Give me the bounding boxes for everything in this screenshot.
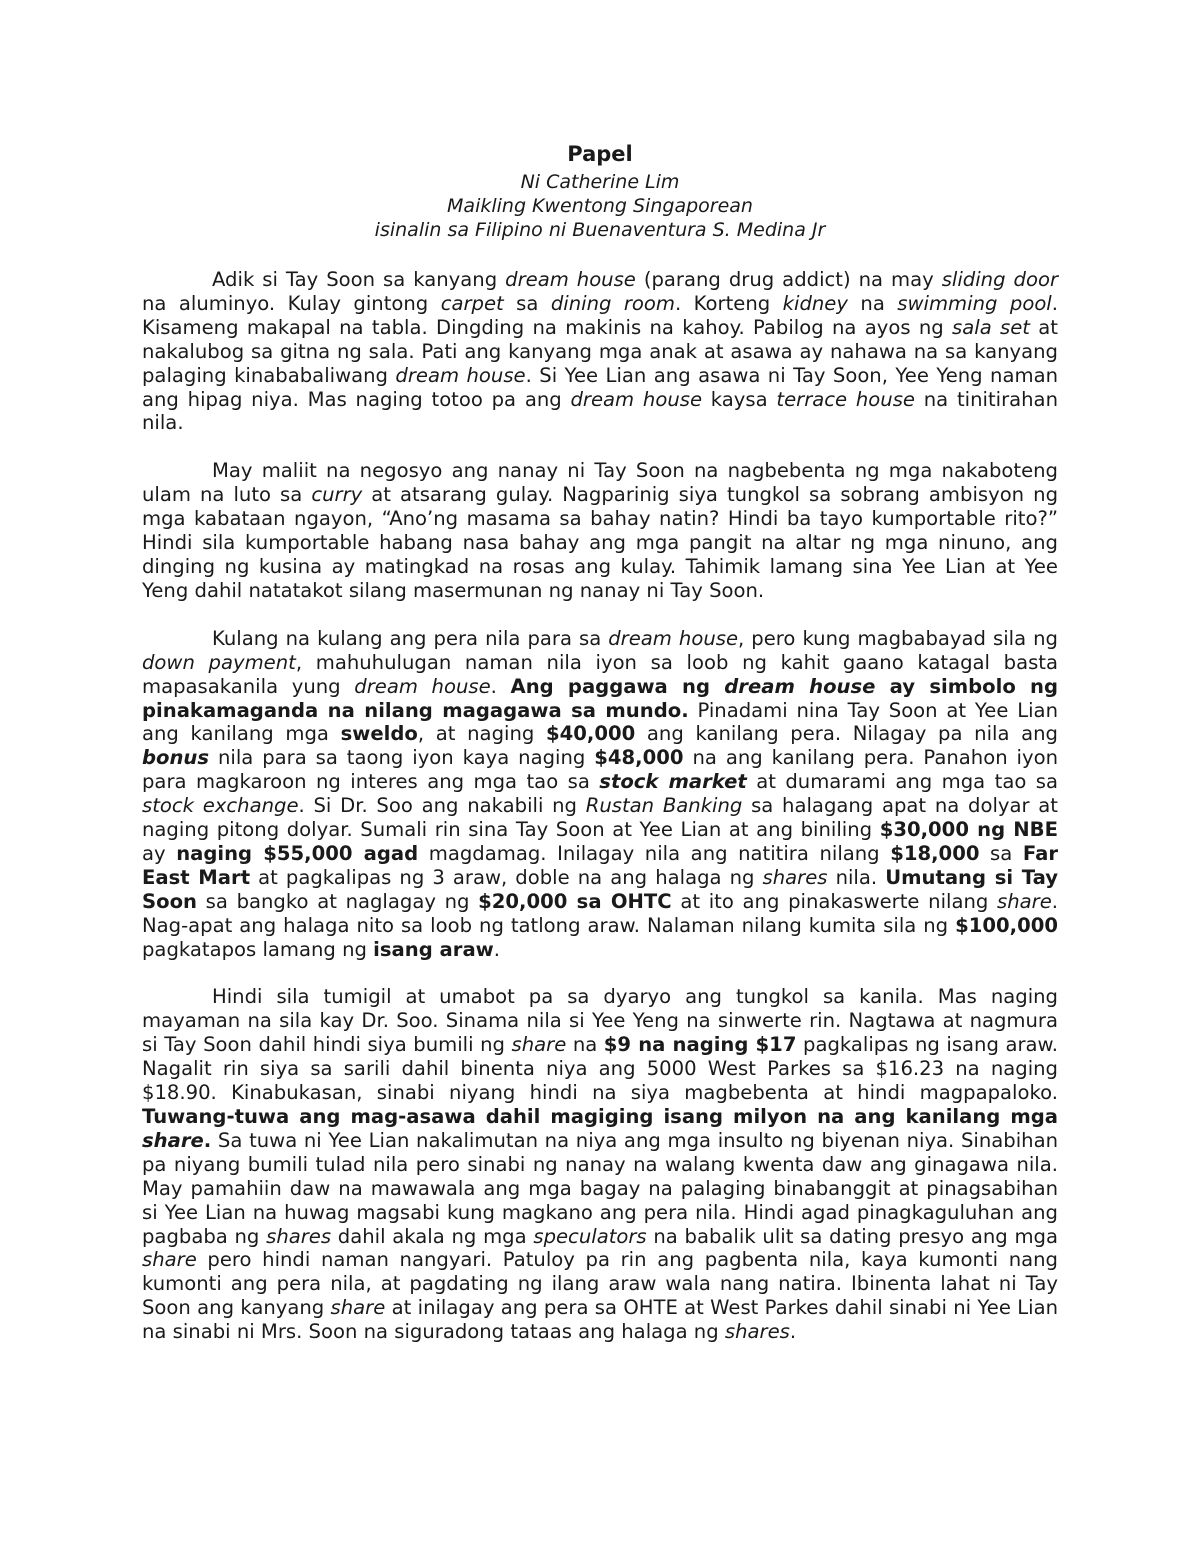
text-run: share bbox=[330, 1296, 386, 1320]
text-run: Far East Mart bbox=[142, 841, 1058, 889]
text-run: shares bbox=[266, 1224, 332, 1248]
text-run: nila para sa taong iyon kaya naging bbox=[209, 746, 595, 770]
text-run: curry bbox=[311, 483, 363, 507]
text-run: at pagkalipas ng 3 araw, doble na ang halaga ng bbox=[250, 865, 763, 889]
text-run: stock exchange bbox=[142, 794, 299, 818]
text-run: dream house bbox=[570, 387, 703, 411]
text-run: , mahuhulugan naman nila iyon sa loob ng kahit gaano katagal basta mapasakanila yung bbox=[142, 650, 1058, 698]
text-run: pagkalipas ng isang araw. Nagalit rin siya sa sarili dahil binenta niya ang 5000 West Parkes sa $16.23 na naging $18.90. Kinabukasan, sinabi niyang hindi na siya magbebenta at hindi magpapaloko. bbox=[142, 1033, 1058, 1105]
text-run: ang kanilang pera. Nilagay pa nila ang bbox=[635, 722, 1058, 746]
text-run: stock market bbox=[599, 770, 747, 794]
text-run: nila. bbox=[827, 865, 886, 889]
text-run: share bbox=[142, 1248, 197, 1272]
text-run: Tuwang-tuwa ang mag-asawa dahil magiging isang milyon na ang kanilang mga bbox=[142, 1105, 1058, 1128]
text-run: naging $55,000 agad bbox=[176, 841, 419, 865]
text-run: at ito ang pinakaswerte nilang bbox=[671, 889, 998, 913]
translator-line: isinalin sa Filipino ni Buenaventura S. Medina Jr bbox=[374, 219, 826, 241]
text-run: sa halagang apat na dolyar at naging pitong dolyar. Sumali rin sina Tay Soon at Yee Lian at ang biniling bbox=[142, 794, 1058, 842]
text-run: sala set bbox=[952, 315, 1030, 339]
text-run: $20,000 sa OHTC bbox=[478, 889, 672, 913]
text-run: dream house bbox=[724, 674, 876, 698]
story-body bbox=[142, 268, 1058, 1344]
paragraph-2 bbox=[142, 459, 1058, 602]
text-run: na babalik ulit sa dating presyo ang mga bbox=[646, 1224, 1059, 1248]
text-run: pagkatapos lamang ng bbox=[142, 937, 374, 961]
text-run: Rustan Banking bbox=[585, 794, 743, 818]
text-run: share bbox=[997, 889, 1052, 913]
text-run: Ang paggawa ng bbox=[510, 674, 725, 698]
text-run: at atsarang gulay. Nagparinig siya tungkol sa sobrang ambisyon ng mga kabataan ngayon, “Ano’ng masama sa bahay natin? Hindi ba tayo kumportable rito?” Hindi sila kumportable habang nasa bahay ang mga pangit na altar ng mga ninuno, ang dinging ng kusina ay matingkad na rosas ang kulay. Tahimik lamang sina Yee Lian at Yee Yeng dahil natatakot silang masermunan ng nanay ni Tay Soon. bbox=[142, 483, 1058, 602]
paragraph-1 bbox=[142, 268, 1058, 435]
text-run: Umutang si Tay Soon bbox=[142, 865, 1058, 913]
text-run: dream house bbox=[354, 674, 491, 698]
text-run: shares bbox=[762, 865, 828, 889]
text-run: carpet bbox=[440, 291, 504, 315]
text-run: . Kisameng makapal na tabla. Dingding na makinis na kahoy. Pabilog na ayos ng bbox=[142, 291, 1058, 339]
text-run: at inilagay ang pera sa OHTE at West Parkes dahil sinabi ni Yee Lian na sinabi ni Mrs. Soon na siguradong tataas ang halaga ng bbox=[142, 1296, 1059, 1344]
paragraph-4 bbox=[142, 985, 1058, 1344]
text-run: pero hindi naman nangyari. Patuloy pa rin ang pagbenta nila, kaya kumonti nang kumonti ang pera nila, at pagdating ng ilang araw wala nang natira. Ibinenta lahat ni Tay Soon ang kanyang bbox=[142, 1248, 1058, 1320]
text-run: dream house bbox=[395, 363, 526, 387]
document-header bbox=[142, 138, 1058, 242]
text-run: isang araw bbox=[373, 937, 494, 961]
text-run: $100,000 bbox=[955, 913, 1058, 937]
text-run: na bbox=[566, 1033, 604, 1057]
text-run: $18,000 bbox=[890, 841, 980, 865]
text-run: Hindi sila tumigil at umabot pa sa dyaryo ang tungkol sa kanila. Mas naging mayaman na sila kay Dr. Soo. Sinama nila si Yee Yeng na sinwerte rin. Nagtawa at nagmura si Tay Soon dahil hindi siya bumili ng bbox=[142, 985, 1058, 1057]
text-run: Sa tuwa ni Yee Lian nakalimutan na niya ang mga insulto ng biyenan niya. Sinabihan pa niyang bumili tulad nila pero sinabi ng nanay na walang kwenta daw ang ginagawa nila. May pamahiin daw na mawawala ang mga bagay na palaging binabanggit at pinagsabihan si Yee Lian na huwag magsabi kung magkano ang pera nila. Hindi agad pinagkaguluhan ang pagbaba ng bbox=[142, 1128, 1058, 1248]
text-run: dahil akala ng mga bbox=[331, 1224, 534, 1248]
text-run: . Si Dr. Soo ang nakabili ng bbox=[298, 794, 586, 818]
text-run: na tinitirahan nila. bbox=[142, 387, 1058, 435]
text-run: shares bbox=[724, 1320, 790, 1344]
text-run: ay simbolo ng pinakamaganda na nilang magagawa sa mundo. bbox=[142, 674, 1059, 722]
story-title: Papel bbox=[567, 142, 633, 166]
text-run: $40,000 bbox=[545, 722, 636, 746]
text-run: $30,000 ng NBE bbox=[879, 818, 1058, 842]
text-run: Adik si Tay Soon sa kanyang bbox=[212, 268, 506, 291]
text-run: na ang kanilang pera. Panahon iyon para magkaroon ng interes ang mga tao sa bbox=[142, 746, 1058, 794]
text-run: na bbox=[847, 291, 898, 315]
author-line: Ni Catherine Lim bbox=[520, 171, 680, 193]
text-run: share bbox=[511, 1033, 567, 1057]
text-run: . bbox=[203, 1128, 212, 1152]
text-run: speculators bbox=[533, 1224, 647, 1248]
text-run: , pero kung magbabayad sila ng bbox=[738, 626, 1058, 650]
text-run: kidney bbox=[782, 291, 848, 315]
text-run: magdamag. Inilagay nila ang natitira nilang bbox=[418, 841, 891, 865]
text-run: . Korteng bbox=[675, 291, 783, 315]
text-run: $9 na naging $17 bbox=[603, 1033, 797, 1057]
text-run: na aluminyo. Kulay gintong bbox=[142, 291, 441, 315]
text-run: dream house bbox=[608, 626, 739, 650]
text-run: dining room bbox=[550, 291, 675, 315]
text-run: share bbox=[142, 1128, 204, 1152]
text-run: at dumarami ang mga tao sa bbox=[746, 770, 1058, 794]
text-run: kaysa bbox=[702, 387, 777, 411]
text-run: $48,000 bbox=[594, 746, 684, 770]
text-run: (parang drug addict) na may bbox=[635, 268, 942, 291]
text-run: . bbox=[493, 937, 500, 961]
paragraph-3 bbox=[142, 627, 1058, 962]
text-run: down payment bbox=[142, 650, 296, 674]
text-run: , at naging bbox=[417, 722, 546, 746]
text-run: sa bbox=[979, 841, 1023, 865]
text-run: swimming pool bbox=[897, 291, 1052, 315]
text-run: Kulang na kulang ang pera nila para sa bbox=[212, 626, 609, 650]
text-run: sa bangko at naglagay ng bbox=[196, 889, 479, 913]
text-run: sliding door bbox=[941, 268, 1058, 291]
text-run: bonus bbox=[142, 746, 210, 770]
text-run: ay bbox=[142, 841, 177, 865]
text-run: dream house bbox=[505, 268, 636, 291]
text-run: Pinadami nina Tay Soon at Yee Lian ang kanilang mga bbox=[142, 698, 1058, 746]
text-run: . bbox=[490, 674, 511, 698]
text-run: . Si Yee Lian ang asawa ni Tay Soon, Yee Yeng naman ang hipag niya. Mas naging totoo pa ang bbox=[142, 363, 1058, 411]
text-run: at nakalubog sa gitna ng sala. Pati ang kanyang mga anak at asawa ay nahawa na sa kanyang palaging kinababaliwang bbox=[142, 315, 1058, 387]
genre-line: Maikling Kwentong Singaporean bbox=[447, 195, 753, 217]
text-run: May maliit na negosyo ang nanay ni Tay Soon na nagbebenta ng mga nakaboteng ulam na luto sa bbox=[142, 459, 1058, 507]
text-run: . Nag-apat ang halaga nito sa loob ng tatlong araw. Nalaman nilang kumita sila ng bbox=[142, 889, 1058, 937]
text-run: terrace house bbox=[776, 387, 915, 411]
document-page bbox=[142, 138, 1058, 1368]
text-run: . bbox=[789, 1320, 797, 1344]
text-run: sa bbox=[503, 291, 551, 315]
text-run: sweldo bbox=[340, 722, 418, 746]
